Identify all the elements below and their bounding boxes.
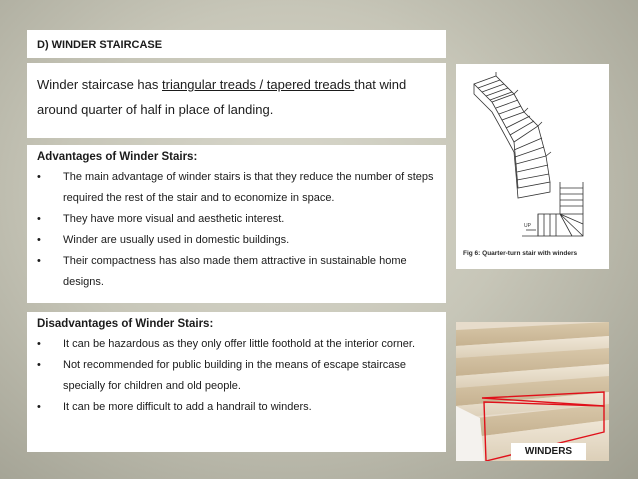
plan-up-label: UP	[524, 223, 531, 229]
definition-box	[27, 63, 446, 138]
disadvantage-item: • It can be more difficult to add a handrail to winders.	[37, 397, 436, 418]
advantages-panel	[27, 145, 446, 303]
disadvantages-panel	[27, 312, 446, 452]
winders-photo-image	[456, 322, 609, 461]
definition-text-end: that wind around quarter of half in place of landing.	[37, 77, 407, 117]
advantages-heading: Advantages of Winder Stairs:	[37, 151, 198, 163]
winder-stair-figure	[456, 64, 609, 269]
winders-photo	[456, 322, 609, 461]
advantage-item: • Winder are usually used in domestic buildings.	[37, 230, 436, 251]
slide-title: D) WINDER STAIRCASE	[27, 30, 446, 58]
photo-label: WINDERS	[511, 443, 586, 460]
advantage-item: • The main advantage of winder stairs is that they reduce the number of steps required the rest of the stair and to economize in space.	[37, 167, 436, 209]
definition-underlined-text: triangular treads / tapered treads	[162, 77, 355, 92]
winder-stair-drawing	[456, 64, 609, 269]
definition-text-start: Winder staircase has	[37, 77, 162, 92]
advantage-item: • Their compactness has also made them attractive in sustainable home designs.	[37, 251, 436, 293]
disadvantage-item: • It can be hazardous as they only offer little foothold at the interior corner.	[37, 334, 436, 355]
disadvantage-item: • Not recommended for public building in the means of escape staircase specially for children and old people.	[37, 355, 436, 397]
advantages-list	[37, 167, 436, 293]
advantage-item: • They have more visual and aesthetic interest.	[37, 209, 436, 230]
disadvantages-heading: Disadvantages of Winder Stairs:	[37, 318, 214, 330]
disadvantages-list	[37, 334, 436, 418]
figure-caption: Fig 6: Quarter-turn stair with winders	[463, 250, 578, 257]
